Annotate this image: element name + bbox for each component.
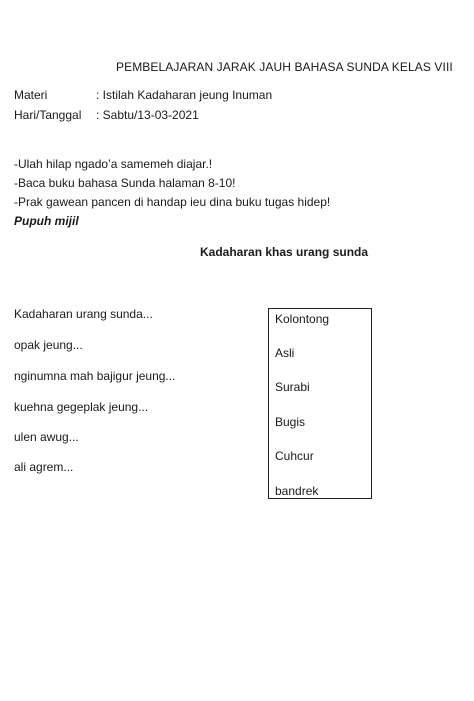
answer-4: Bugis — [275, 415, 306, 429]
instruction-3: -Prak gawean pancen di handap ieu dina buku tugas hidep! — [14, 195, 331, 209]
page-title: PEMBELAJARAN JARAK JAUH BAHASA SUNDA KELAS VIII — [116, 60, 453, 74]
materi-value: : Istilah Kadaharan jeung Inuman — [96, 88, 273, 102]
question-5: ulen awug... — [14, 430, 79, 444]
answer-box — [268, 308, 372, 499]
answer-3: Surabi — [275, 380, 310, 394]
answer-5: Cuhcur — [275, 449, 314, 463]
answer-2: Asli — [275, 346, 295, 360]
question-3: nginumna mah bajigur jeung... — [14, 369, 176, 383]
answer-1: Kolontong — [275, 312, 330, 326]
question-4: kuehna gegeplak jeung... — [14, 400, 149, 414]
tanggal-value: : Sabtu/13-03-2021 — [96, 108, 199, 122]
question-6: ali agrem... — [14, 460, 74, 474]
pupuh-label: Pupuh mijil — [14, 214, 79, 228]
instruction-2: -Baca buku bahasa Sunda halaman 8-10! — [14, 176, 236, 190]
question-1: Kadaharan urang sunda... — [14, 307, 153, 321]
section-title: Kadaharan khas urang sunda — [200, 245, 369, 259]
materi-label: Materi — [14, 88, 48, 102]
instruction-1: -Ulah hilap ngado’a samemeh diajar.! — [14, 157, 213, 171]
answer-6: bandrek — [275, 484, 319, 498]
question-2: opak jeung... — [14, 338, 83, 352]
tanggal-label: Hari/Tanggal — [14, 108, 82, 122]
